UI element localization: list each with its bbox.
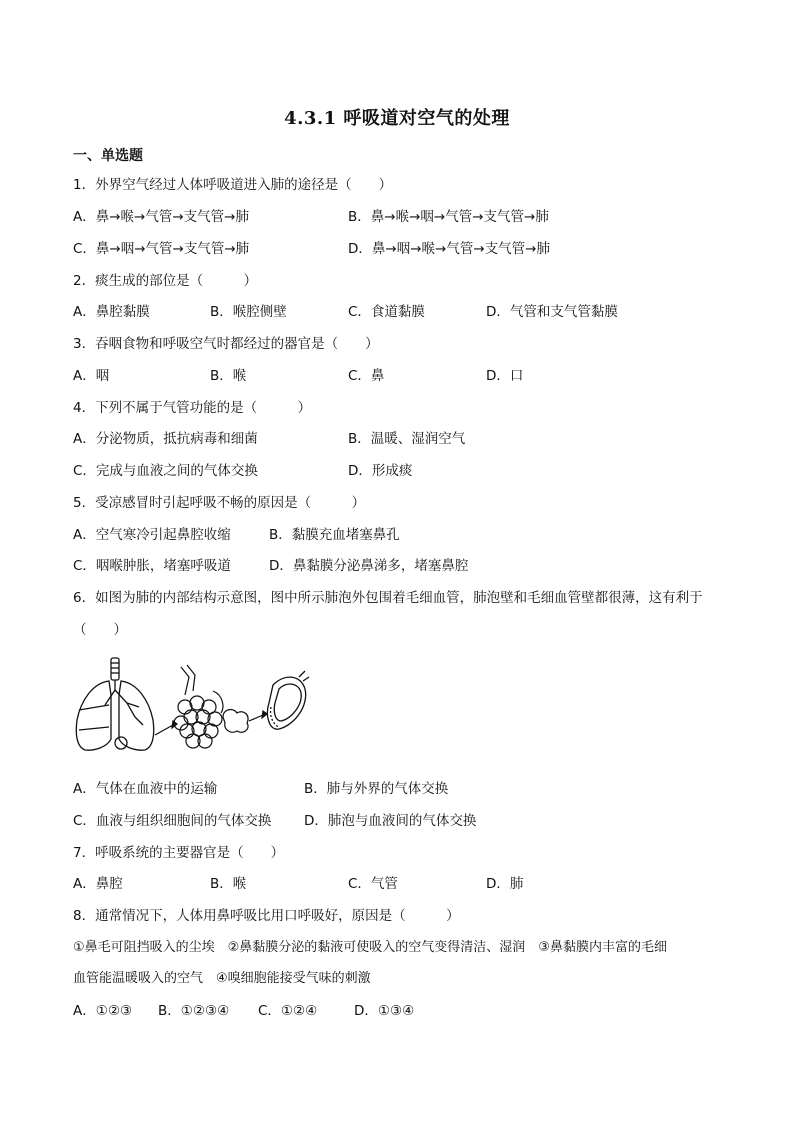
question-7-option-b[interactable]: B．喉: [210, 876, 247, 892]
question-5-option-d[interactable]: D．鼻黏膜分泌鼻涕多，堵塞鼻腔: [269, 558, 469, 574]
left-lung: [76, 681, 111, 750]
question-4-option-a[interactable]: A．分泌物质，抵抗病毒和细菌: [73, 431, 258, 447]
arrow-2: [249, 711, 267, 721]
question-2-option-d[interactable]: D．气管和支气管黏膜: [486, 304, 618, 320]
page-title: 4.3.1 呼吸道对空气的处理: [284, 108, 510, 129]
question-4-option-c[interactable]: C．完成与血液之间的气体交换: [73, 463, 258, 479]
question-8-option-a[interactable]: A．①②③: [73, 1003, 133, 1019]
trachea: [111, 658, 119, 680]
question-3-option-a[interactable]: A．咽: [73, 368, 110, 384]
right-lung: [119, 681, 154, 750]
question-2-option-b[interactable]: B．喉腔侧壁: [210, 304, 287, 320]
question-5-option-b[interactable]: B．黏膜充血堵塞鼻孔: [269, 527, 400, 543]
question-8-option-d[interactable]: D．①③④: [354, 1003, 415, 1019]
lung-structure-figure: [73, 655, 313, 755]
question-4-option-b[interactable]: B．温暖、湿润空气: [348, 431, 466, 447]
question-5-option-c[interactable]: C．咽喉肿胀，堵塞呼吸道: [73, 558, 231, 574]
question-1-option-b[interactable]: B．鼻→喉→咽→气管→支气管→肺: [348, 209, 549, 225]
question-3-option-b[interactable]: B．喉: [210, 368, 247, 384]
question-4-stem: 4．下列不属于气管功能的是（ ）: [73, 400, 312, 416]
question-6-option-b[interactable]: B．肺与外界的气体交换: [304, 781, 449, 797]
alveoli-cluster: [174, 665, 223, 748]
question-2-option-c[interactable]: C．食道黏膜: [348, 304, 425, 320]
question-2-option-a[interactable]: A．鼻腔黏膜: [73, 304, 150, 320]
question-8-statements-line-1: ①鼻毛可阻挡吸入的尘埃 ②鼻黏膜分泌的黏液可使吸入的空气变得清洁、湿润 ③鼻黏膜内丰富的毛细: [73, 940, 667, 955]
question-6-option-d[interactable]: D．肺泡与血液间的气体交换: [304, 813, 477, 829]
question-3-option-c[interactable]: C．鼻: [348, 368, 385, 384]
question-4-option-d[interactable]: D．形成痰: [348, 463, 413, 479]
question-1-option-d[interactable]: D．鼻→咽→喉→气管→支气管→肺: [348, 241, 550, 257]
alveolus-highlight: [115, 737, 127, 749]
question-7-stem: 7．呼吸系统的主要器官是（ ）: [73, 845, 285, 861]
question-6-stem-continued: （ ）: [73, 622, 127, 638]
question-1-stem: 1．外界空气经过人体呼吸道进入肺的途径是（ ）: [73, 177, 393, 193]
question-7-option-c[interactable]: C．气管: [348, 876, 398, 892]
alveolus-single: [223, 710, 248, 733]
question-1-option-a[interactable]: A．鼻→喉→气管→支气管→肺: [73, 209, 249, 225]
question-8-statements-line-2: 血管能温暖吸入的空气 ④嗅细胞能接受气味的刺激: [73, 971, 371, 986]
question-6-option-c[interactable]: C．血液与组织细胞间的气体交换: [73, 813, 272, 829]
lung-diagram-svg: [73, 655, 313, 755]
question-5-option-a[interactable]: A．空气寒冷引起鼻腔收缩: [73, 527, 231, 543]
question-2-stem: 2．痰生成的部位是（ ）: [73, 273, 258, 289]
question-1-option-c[interactable]: C．鼻→咽→气管→支气管→肺: [73, 241, 250, 257]
question-7-option-a[interactable]: A．鼻腔: [73, 876, 123, 892]
question-3-stem: 3．吞咽食物和呼吸空气时都经过的器官是（ ）: [73, 336, 379, 352]
question-6-stem: 6．如图为肺的内部结构示意图，图中所示肺泡外包围着毛细血管，肺泡壁和毛细血管壁都很薄，这有利于: [73, 590, 703, 606]
question-7-option-d[interactable]: D．肺: [486, 876, 524, 892]
question-3-option-d[interactable]: D．口: [486, 368, 524, 384]
lungs-drawing: [76, 658, 153, 750]
question-5-stem: 5．受凉感冒时引起呼吸不畅的原因是（ ）: [73, 495, 366, 511]
question-8-stem: 8．通常情况下，人体用鼻呼吸比用口呼吸好，原因是（ ）: [73, 908, 460, 924]
capillary-detail: [267, 671, 309, 729]
question-6-option-a[interactable]: A．气体在血液中的运输: [73, 781, 218, 797]
section-heading: 一、单选题: [73, 148, 143, 164]
question-8-option-b[interactable]: B．①②③④: [158, 1003, 230, 1019]
question-8-option-c[interactable]: C．①②④: [258, 1003, 318, 1019]
